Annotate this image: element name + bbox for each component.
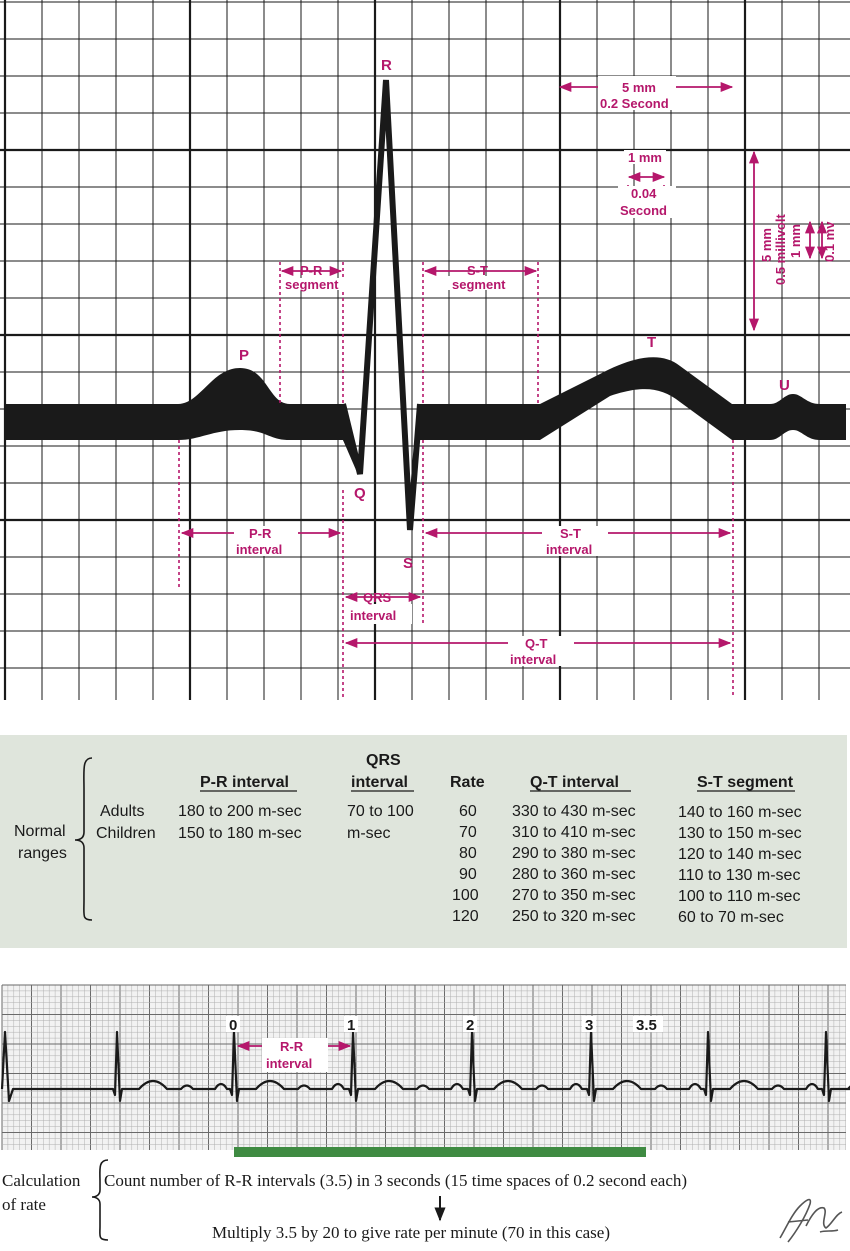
st-value: 140 to 160 m-sec [678,804,802,821]
point-one-mv-label: 0.1 mv [822,221,837,262]
qt-interval-label-1: Q-T [525,636,548,651]
calculation-line-1: Count number of R-R intervals (3.5) in 3 seconds (15 time spaces of 0.2 second each) [104,1171,688,1190]
qt-interval-header: Q-T interval [530,774,619,791]
st-segment-header: S-T segment [697,774,794,791]
five-mm-label: 5 mm [622,80,656,95]
qrs-header-1: QRS [366,752,401,769]
reference-lines [179,185,733,698]
p-wave-label: P [239,347,250,364]
rate-value: 120 [452,908,479,925]
adults-label: Adults [100,803,145,820]
t-wave-label: T [647,334,657,351]
rhythm-strip-grid [2,985,846,1150]
qt-value: 290 to 380 m-sec [512,845,636,862]
qt-value: 310 to 410 m-sec [512,824,636,841]
normal-label: Normal [14,823,66,840]
rate-header: Rate [450,774,485,791]
st-segment-label-2: segment [452,277,506,292]
second-label: Second [620,203,667,218]
qt-value: 270 to 350 m-sec [512,887,636,904]
rate-value: 70 [459,824,477,841]
one-mm-vert-label: 1 mm [788,224,803,258]
st-value: 120 to 140 m-sec [678,846,802,863]
st-value: 100 to 110 m-sec [678,888,801,905]
rate-value: 60 [459,803,477,820]
qrs-header-2: interval [351,774,408,791]
ranges-label: ranges [18,845,67,862]
pr-interval-label-2: interval [236,542,283,557]
rate-value: 80 [459,845,477,862]
rr-mark-3-5: 3.5 [636,1017,657,1034]
rr-label-1: R-R [280,1039,304,1054]
rr-label-2: interval [266,1056,313,1071]
st-interval-label-1: S-T [560,526,581,541]
rr-mark-1: 1 [347,1017,356,1034]
qrs-value-1: 70 to 100 [347,803,414,820]
rr-mark-3: 3 [585,1017,594,1034]
st-value: 60 to 70 m-sec [678,909,784,926]
st-value: 110 to 130 m-sec [678,867,801,884]
pr-children-value: 150 to 180 m-sec [178,825,302,842]
r-wave-label: R [381,57,392,74]
rate-value: 90 [459,866,477,883]
qt-value: 330 to 430 m-sec [512,803,636,820]
st-segment-label-1: S-T [467,263,488,278]
half-millivolt-label: 0.5 millivolt [773,214,788,285]
rr-mark-2: 2 [466,1017,475,1034]
qrs-value-2: m-sec [347,825,391,842]
st-interval-label-2: interval [546,542,593,557]
pr-segment-label-1: P-R [300,263,323,278]
qt-interval-label-2: interval [510,652,557,667]
pr-segment-label-2: segment [285,277,339,292]
qrs-interval-label-2: interval [350,608,397,623]
pr-interval-header: P-R interval [200,774,289,791]
rate-value: 100 [452,887,479,904]
calculation-label-1: Calculation [2,1171,81,1190]
calculation-line-2: Multiply 3.5 by 20 to give rate per minute (70 in this case) [212,1223,611,1242]
netter-signature [780,1200,842,1242]
st-value: 130 to 150 m-sec [678,825,802,842]
three-second-bar [234,1147,646,1157]
rr-mark-0: 0 [229,1017,238,1034]
qt-value: 250 to 320 m-sec [512,908,636,925]
s-wave-label: S [403,555,414,572]
children-label: Children [96,825,156,842]
qt-value: 280 to 360 m-sec [512,866,636,883]
ecg-waveform [5,80,846,530]
one-mm-label: 1 mm [628,150,662,165]
calculation-label-2: of rate [2,1195,46,1214]
pr-adults-value: 180 to 200 m-sec [178,803,302,820]
pr-interval-label-1: P-R [249,526,272,541]
qrs-interval-label-1: QRS [363,590,392,605]
five-mm-vert-label: 5 mm [759,228,774,262]
point-two-second-label: 0.2 Second [600,96,669,111]
u-wave-label: U [779,377,790,394]
q-wave-label: Q [354,485,366,502]
point-04-label: 0.04 [631,186,657,201]
